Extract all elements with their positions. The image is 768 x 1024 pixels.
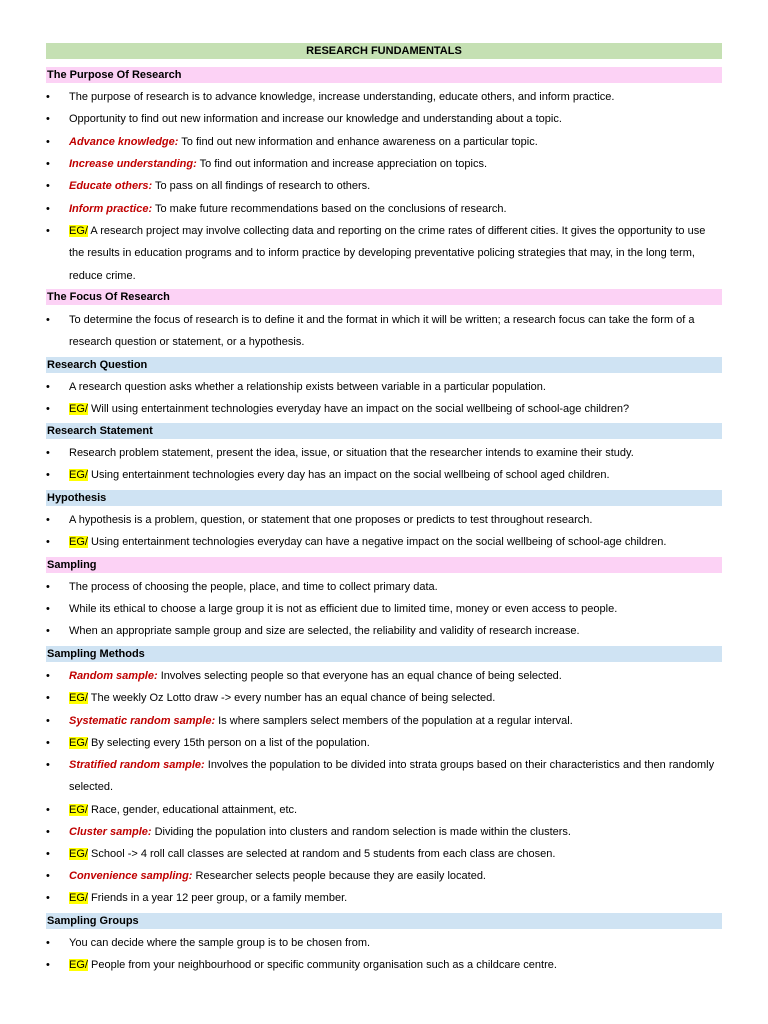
section-header-groups: Sampling Groups (46, 913, 722, 929)
item-body-text: When an appropriate sample group and size are selected, the reliability and validity of research increase. (69, 625, 580, 637)
list-item-text (69, 687, 722, 709)
keyword-term: Inform practice: (69, 203, 153, 215)
bullet-icon: • (46, 225, 50, 237)
item-body-text: Research problem statement, present the idea, issue, or situation that the researcher intends to examine their study. (69, 447, 634, 459)
list-item-text (69, 509, 722, 531)
list-item (46, 220, 722, 287)
example-marker: EG/ (69, 804, 88, 816)
list-item (46, 843, 722, 865)
bullet-icon: • (46, 737, 50, 749)
item-body-text: While its ethical to choose a large group it is not as efficient due to limited time, money or even access to people. (69, 603, 618, 615)
list-item (46, 620, 722, 642)
list-item-text (69, 821, 722, 843)
example-marker: EG/ (69, 959, 88, 971)
keyword-term: Random sample: (69, 670, 158, 682)
list-item (46, 464, 722, 486)
bullet-icon: • (46, 158, 50, 170)
list-item-text (69, 398, 722, 420)
list-item (46, 531, 722, 553)
bullet-icon: • (46, 959, 50, 971)
list-item (46, 687, 722, 709)
item-body-text: Race, gender, educational attainment, etc. (87, 804, 298, 816)
list-item (46, 198, 722, 220)
list-item-text (69, 376, 722, 398)
item-body-text: A hypothesis is a problem, question, or statement that one proposes or predicts to test throughout research. (69, 514, 593, 526)
list-item-text (69, 220, 722, 287)
list-item-text (69, 732, 722, 754)
bullet-icon: • (46, 848, 50, 860)
item-body-text: To find out new information and enhance awareness on a particular topic. (178, 136, 538, 148)
bullet-icon: • (46, 447, 50, 459)
list-item-text (69, 799, 722, 821)
bullet-icon: • (46, 180, 50, 192)
list-item-text (69, 442, 722, 464)
bullet-icon: • (46, 670, 50, 682)
list-item-text (69, 309, 722, 354)
bullet-icon: • (46, 581, 50, 593)
list-item (46, 821, 722, 843)
list-item-text (69, 843, 722, 865)
bullet-icon: • (46, 203, 50, 215)
item-body-text: The purpose of research is to advance knowledge, increase understanding, educate others, and inform practice. (69, 91, 615, 103)
list-item-text (69, 86, 722, 108)
section-header-question: Research Question (46, 357, 722, 373)
item-body-text: To make future recommendations based on the conclusions of research. (152, 203, 507, 215)
item-body-text: The weekly Oz Lotto draw -> every number has an equal chance of being selected. (87, 692, 496, 704)
bullet-icon: • (46, 870, 50, 882)
section-header-hypothesis: Hypothesis (46, 490, 722, 506)
item-body-text: Is where samplers select members of the population at a regular interval. (215, 715, 573, 727)
example-marker: EG/ (69, 536, 88, 548)
bullet-icon: • (46, 514, 50, 526)
item-body-text: People from your neighbourhood or specific community organisation such as a childcare centre. (87, 959, 557, 971)
list-item-text (69, 175, 722, 197)
list-item (46, 865, 722, 887)
bullet-icon: • (46, 692, 50, 704)
document-title: RESEARCH FUNDAMENTALS (46, 43, 722, 59)
list-item-text (69, 531, 722, 553)
bullet-icon: • (46, 314, 50, 326)
section-header-purpose: The Purpose Of Research (46, 67, 722, 83)
list-item (46, 887, 722, 909)
list-item-text (69, 710, 722, 732)
list-item-text (69, 464, 722, 486)
bullet-icon: • (46, 136, 50, 148)
list-item-text (69, 865, 722, 887)
section-header-statement: Research Statement (46, 423, 722, 439)
item-body-text: Using entertainment technologies everyday can have a negative impact on the social wellbeing of school-age children. (87, 536, 667, 548)
bullet-icon: • (46, 113, 50, 125)
bullet-icon: • (46, 603, 50, 615)
section-header-focus: The Focus Of Research (46, 289, 722, 305)
list-item-text (69, 598, 722, 620)
list-item-text (69, 576, 722, 598)
item-body-text: To determine the focus of research is to define it and the format in which it will be written; a research focus can take the form of a research question or statement, or a hypothesis. (69, 314, 695, 349)
list-item (46, 754, 722, 799)
item-body-text: By selecting every 15th person on a list of the population. (87, 737, 370, 749)
keyword-term: Stratified random sample: (69, 759, 205, 771)
example-marker: EG/ (69, 469, 88, 481)
item-body-text: To find out information and increase appreciation on topics. (196, 158, 488, 170)
list-item-text (69, 887, 722, 909)
list-item (46, 932, 722, 954)
list-item (46, 732, 722, 754)
example-marker: EG/ (69, 892, 88, 904)
list-item-text (69, 153, 722, 175)
bullet-icon: • (46, 826, 50, 838)
item-body-text: Opportunity to find out new information and increase our knowledge and understanding about a topic. (69, 113, 562, 125)
list-item (46, 175, 722, 197)
list-item (46, 598, 722, 620)
item-body-text: Friends in a year 12 peer group, or a family member. (87, 892, 348, 904)
list-item-text (69, 131, 722, 153)
item-body-text: Will using entertainment technologies everyday have an impact on the social wellbeing of school-age children? (87, 403, 630, 415)
list-item (46, 509, 722, 531)
list-item (46, 131, 722, 153)
item-body-text: Researcher selects people because they are easily located. (192, 870, 486, 882)
keyword-term: Educate others: (69, 180, 153, 192)
list-item (46, 398, 722, 420)
list-item (46, 954, 722, 976)
example-marker: EG/ (69, 692, 88, 704)
item-body-text: A research question asks whether a relationship exists between variable in a particular population. (69, 381, 546, 393)
list-item (46, 309, 722, 354)
list-item-text (69, 932, 722, 954)
keyword-term: Cluster sample: (69, 826, 152, 838)
bullet-icon: • (46, 759, 50, 771)
list-item (46, 799, 722, 821)
keyword-term: Systematic random sample: (69, 715, 216, 727)
list-item (46, 153, 722, 175)
example-marker: EG/ (69, 403, 88, 415)
list-item (46, 86, 722, 108)
list-item-text (69, 108, 722, 130)
bullet-icon: • (46, 469, 50, 481)
keyword-term: Advance knowledge: (69, 136, 179, 148)
item-body-text: The process of choosing the people, place, and time to collect primary data. (69, 581, 438, 593)
list-item-text (69, 198, 722, 220)
list-item-text (69, 665, 722, 687)
item-body-text: Involves the population to be divided into strata groups based on their characteristics and then randomly selected. (69, 759, 715, 794)
list-item (46, 108, 722, 130)
bullet-icon: • (46, 91, 50, 103)
section-header-methods: Sampling Methods (46, 646, 722, 662)
bullet-icon: • (46, 937, 50, 949)
item-body-text: You can decide where the sample group is to be chosen from. (69, 937, 371, 949)
bullet-icon: • (46, 804, 50, 816)
item-body-text: Involves selecting people so that everyone has an equal chance of being selected. (157, 670, 562, 682)
example-marker: EG/ (69, 225, 88, 237)
list-item-text (69, 620, 722, 642)
keyword-term: Increase understanding: (69, 158, 197, 170)
list-item (46, 665, 722, 687)
item-body-text: A research project may involve collecting data and reporting on the crime rates of different cities. It gives the opportunity to use the results in education programs and to inform practice by developing preventative policing strategies that may, in the long term, reduce crime. (69, 225, 706, 282)
list-item (46, 576, 722, 598)
bullet-icon: • (46, 715, 50, 727)
bullet-icon: • (46, 381, 50, 393)
item-body-text: School -> 4 roll call classes are selected at random and 5 students from each class are chosen. (87, 848, 556, 860)
list-item (46, 442, 722, 464)
list-item-text (69, 954, 722, 976)
list-item (46, 376, 722, 398)
example-marker: EG/ (69, 737, 88, 749)
bullet-icon: • (46, 625, 50, 637)
section-header-sampling: Sampling (46, 557, 722, 573)
item-body-text: Dividing the population into clusters and random selection is made within the clusters. (151, 826, 571, 838)
list-item-text (69, 754, 722, 799)
bullet-icon: • (46, 892, 50, 904)
list-item (46, 710, 722, 732)
keyword-term: Convenience sampling: (69, 870, 193, 882)
item-body-text: To pass on all findings of research to others. (152, 180, 371, 192)
item-body-text: Using entertainment technologies every day has an impact on the social wellbeing of school aged children. (87, 469, 610, 481)
example-marker: EG/ (69, 848, 88, 860)
bullet-icon: • (46, 403, 50, 415)
bullet-icon: • (46, 536, 50, 548)
